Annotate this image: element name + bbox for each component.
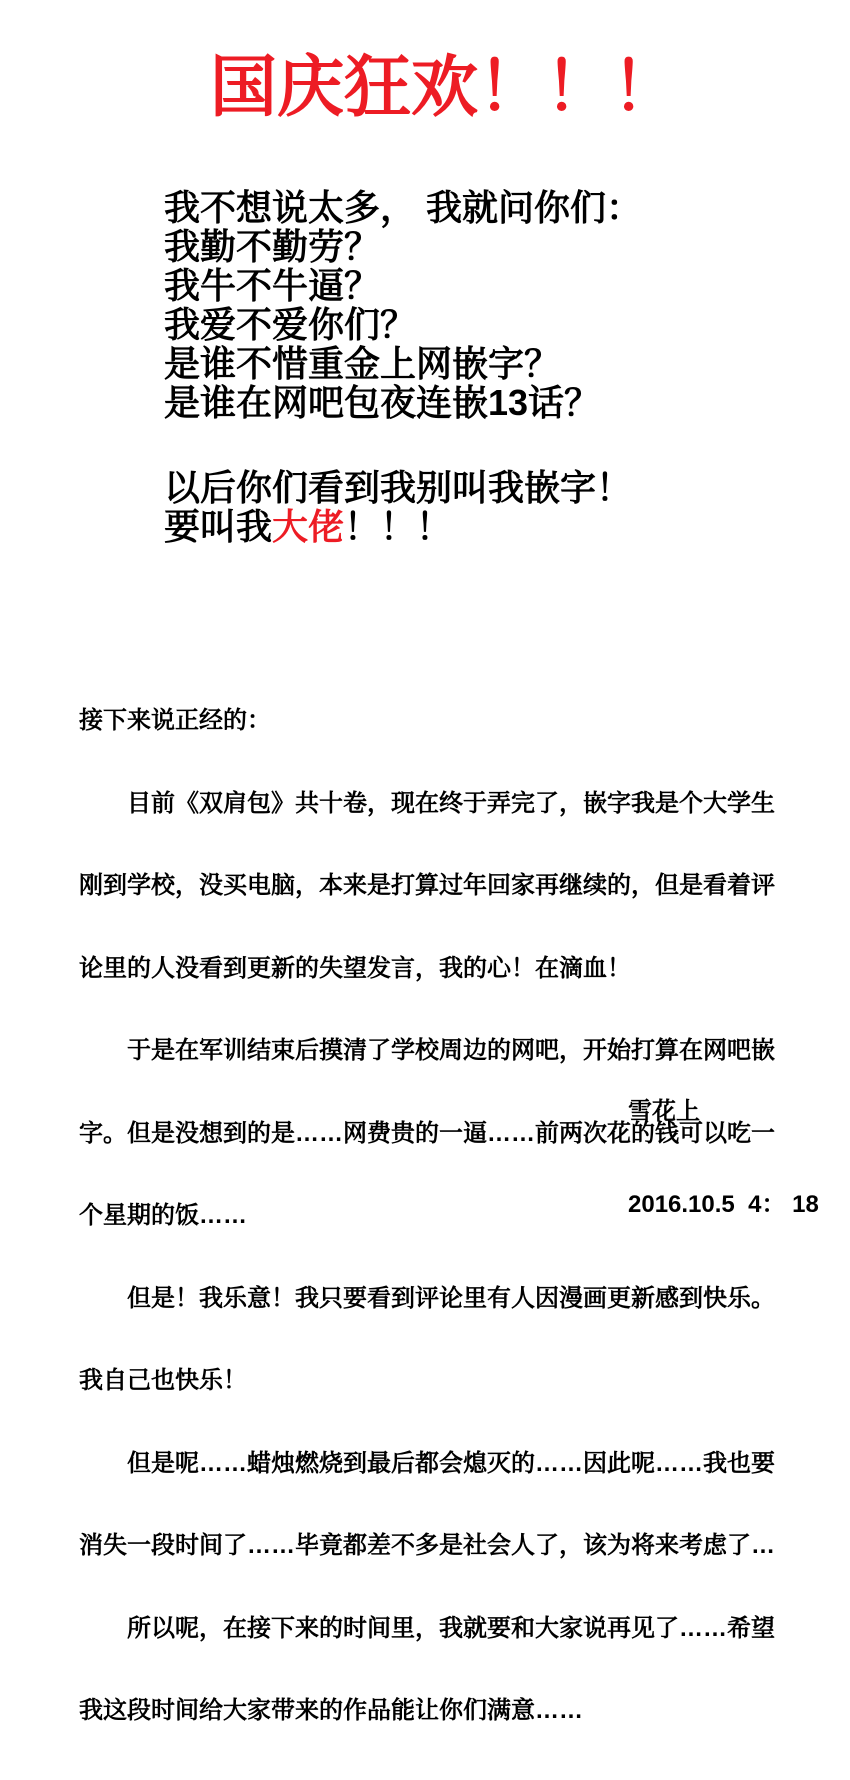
signature-date: 2016.10.5 4： 18 [628, 1191, 819, 1218]
announcement-line: 我爱不爱你们？ [164, 304, 417, 345]
closing-statement [164, 468, 642, 546]
note-line: 我这段时间给大家带来的作品能让你们满意…… [79, 1697, 583, 1724]
note-line: 我自己也快乐！ [79, 1367, 247, 1394]
note-line: 接下来说正经的： [79, 707, 271, 734]
note-line: 论里的人没看到更新的失望发言，我的心！在滴血！ [79, 954, 631, 982]
note-line: 但是！我乐意！我只要看到评论里有人因漫画更新感到快乐。 [79, 1284, 775, 1312]
announcement-line: 我牛不牛逼？ [164, 265, 381, 306]
note-line: 个星期的饭…… [79, 1202, 247, 1229]
announcement-line: 我不想说太多， 我就问你们： [164, 187, 643, 228]
note-line: 所以呢，在接下来的时间里，我就要和大家说再见了……希望 [79, 1614, 775, 1642]
announcement-line: 是谁不惜重金上网嵌字？ [164, 343, 561, 384]
announcement-line: 我勤不勤劳？ [164, 226, 381, 267]
signature-block [628, 1034, 819, 1282]
announcement-block [164, 188, 642, 546]
note-line: 刚到学校，没买电脑，本来是打算过年回家再继续的，但是看着评 [79, 872, 775, 899]
signature-name: 雪花上 [628, 1098, 700, 1125]
page-title: 国庆狂欢！！！ [210, 50, 679, 125]
note-line: 字。但是没想到的是……网费贵的一逼……前两次花的钱可以吃一 [79, 1119, 775, 1147]
closing-line-prefix: 要叫我 [164, 506, 273, 547]
note-line: 目前《双肩包》共十卷，现在终于弄完了，嵌字我是个大学生 [79, 789, 775, 817]
note-line: 消失一段时间了……毕竟都差不多是社会人了，该为将来考虑了… [79, 1532, 775, 1559]
closing-line-highlight: 大佬 [272, 506, 345, 547]
closing-line [164, 507, 642, 546]
closing-line-suffix: ！！！ [344, 506, 453, 547]
announcement-line: 是谁在网吧包夜连嵌13话？ [164, 382, 601, 423]
note-line: 于是在军训结束后摸清了学校周边的网吧，开始打算在网吧嵌 [79, 1037, 775, 1064]
closing-line: 以后你们看到我别叫我嵌字！ [164, 467, 633, 508]
note-line: 但是呢……蜡烛燃烧到最后都会熄灭的……因此呢……我也要 [79, 1449, 775, 1477]
